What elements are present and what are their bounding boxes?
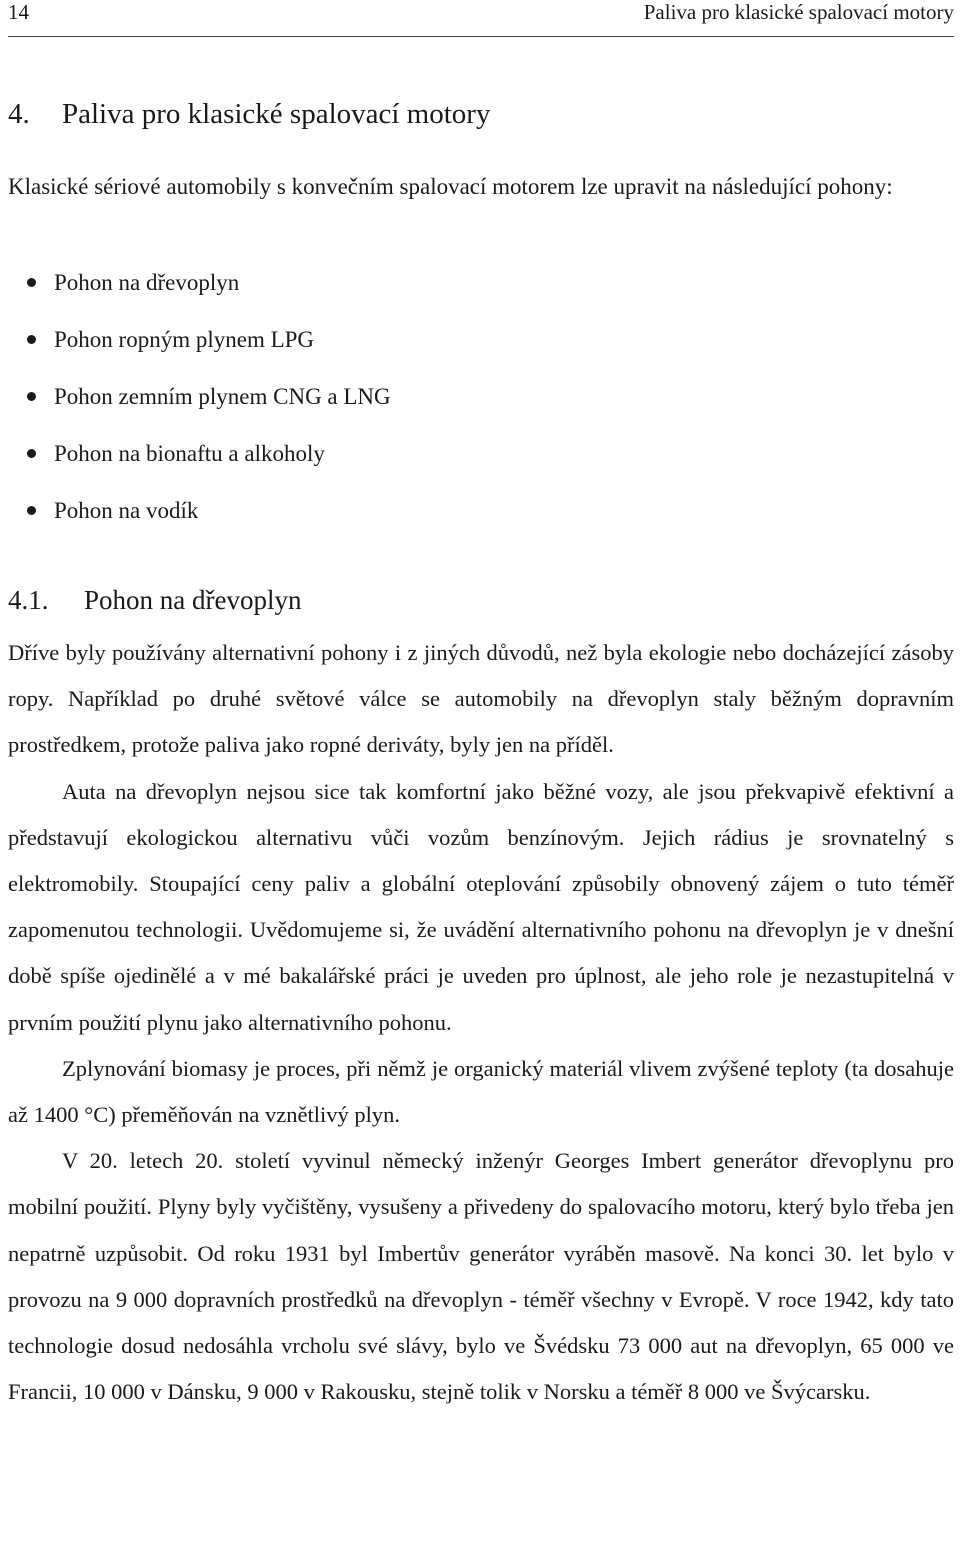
bullet-icon xyxy=(27,449,36,458)
bullet-icon xyxy=(27,278,36,287)
page-header xyxy=(8,0,954,37)
section-heading xyxy=(8,582,301,618)
section-title: Pohon na dřevoplyn xyxy=(84,585,302,615)
list-item-text: Pohon ropným plynem LPG xyxy=(54,327,315,352)
list-item-text: Pohon na dřevoplyn xyxy=(54,270,240,295)
list-item xyxy=(0,488,391,545)
bullet-icon xyxy=(27,335,36,344)
paragraph: V 20. letech 20. století vyvinul německý inženýr Georges Imbert generátor dřevoplynu pro mobilní použití. Plyny byly vyčištěny, vysušeny a přivedeny do spalovacího motoru, který bylo třeba jen nepatrně uzpůsobit. Od roku 1931 byl Imbertův generátor vyráběn masově. Na konci 30. let bylo v provozu na 9 000 dopravních prostředků na dřevoplyn - téměř všechny v Evropě. V roce 1942, kdy tato technologie dosud nedosáhla vrcholu své slávy, bylo ve Švédsku 73 000 aut na dřevoplyn, 65 000 ve Francii, 10 000 v Dánsku, 9 000 v Rakousku, stejně tolik v Norsku a téměř 8 000 ve Švýcarsku. xyxy=(8,1148,954,1405)
bullet-icon xyxy=(27,506,36,515)
section-body xyxy=(8,630,954,1415)
list-item-text: Pohon zemním plynem CNG a LNG xyxy=(54,384,391,409)
list-item xyxy=(0,431,391,488)
list-item-text: Pohon na vodík xyxy=(54,498,199,523)
list-item-text: Pohon na bionaftu a alkoholy xyxy=(54,441,325,466)
chapter-heading xyxy=(8,96,490,132)
chapter-number: 4. xyxy=(8,98,30,130)
list-item xyxy=(0,317,391,374)
list-item xyxy=(0,374,391,431)
intro-paragraph: Klasické sériové automobily s konvečním spalovací motorem lze upravit na následující pohony: xyxy=(8,174,893,199)
propulsion-list xyxy=(0,260,391,545)
chapter-title: Paliva pro klasické spalovací motory xyxy=(62,98,491,130)
section-number: 4.1. xyxy=(8,585,49,615)
list-item xyxy=(0,260,391,317)
bullet-icon xyxy=(27,392,36,401)
paragraph: Dříve byly používány alternativní pohony i z jiných důvodů, než byla ekologie nebo docházející zásoby ropy. Například po druhé světové válce se automobily na dřevoplyn staly běžným dopravním prostředkem, protože paliva jako ropné deriváty, byly jen na příděl. xyxy=(8,640,954,758)
paragraph: Zplynování biomasy je proces, při němž je organický materiál vlivem zvýšené teploty (ta dosahuje až 1400 °C) přeměňován na vznětlivý plyn. xyxy=(8,1055,954,1128)
paragraph: Auta na dřevoplyn nejsou sice tak komfortní jako běžné vozy, ale jsou překvapivě efektivní a představují ekologickou alternativu vůči vozům benzínovým. Jejich rádius je srovnatelný s elektromobily. Stoupající ceny paliv a globální oteplování způsobily obnovený zájem o tuto téměř zapomenutou technologii. Uvědomujeme si, že uvádění alternativního pohonu na dřevoplyn je v dnešní době spíše ojedinělé a v mé bakalářské práci je uveden pro úplnost, ale jeho role je nezastupitelná v prvním použití plynu jako alternativního pohonu. xyxy=(8,778,954,1035)
running-title: Paliva pro klasické spalovací motory xyxy=(643,0,954,24)
page-number: 14 xyxy=(8,0,29,24)
